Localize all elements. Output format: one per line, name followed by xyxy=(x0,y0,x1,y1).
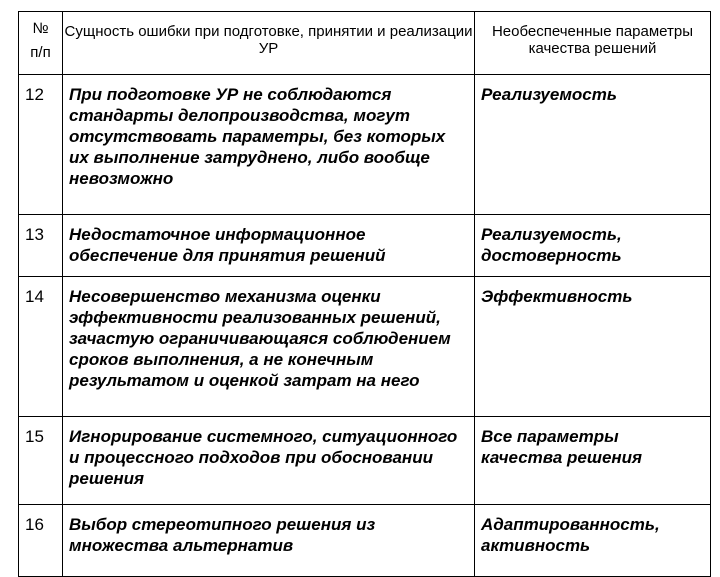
header-number-pp: п/п xyxy=(30,44,51,61)
row-description: Игнорирование системного, ситуационного и процессного подходов при обосновании решения xyxy=(63,417,475,505)
table-row xyxy=(19,277,711,417)
header-number-sign: № xyxy=(32,20,49,37)
row-number: 16 xyxy=(19,505,63,577)
header-description: Сущность ошибки при подготовке, принятии и реализации УР xyxy=(63,12,475,75)
row-description: Недостаточное информационное обеспечение для принятия решений xyxy=(63,215,475,277)
errors-table xyxy=(18,11,711,577)
table-row xyxy=(19,417,711,505)
row-parameters: Эффективность xyxy=(475,277,711,417)
row-description: Несовершенство механизма оценки эффективности реализованных решений, зачастую ограничивающаяся соблюдением сроков выполнения, а не конечным результатом и оценкой затрат на него xyxy=(63,277,475,417)
row-number: 14 xyxy=(19,277,63,417)
row-number: 12 xyxy=(19,75,63,215)
header-number xyxy=(19,12,63,75)
table-row xyxy=(19,215,711,277)
row-description: Выбор стереотипного решения из множества альтернатив xyxy=(63,505,475,577)
row-number: 13 xyxy=(19,215,63,277)
table-header-row xyxy=(19,12,711,75)
header-parameters: Необеспеченные параметры качества решений xyxy=(475,12,711,75)
row-parameters: Все параметры качества решения xyxy=(475,417,711,505)
table-row xyxy=(19,75,711,215)
row-parameters: Реализуемость, достоверность xyxy=(475,215,711,277)
row-parameters: Реализуемость xyxy=(475,75,711,215)
table-row xyxy=(19,505,711,577)
row-parameters: Адаптированность, активность xyxy=(475,505,711,577)
row-number: 15 xyxy=(19,417,63,505)
row-description: При подготовке УР не соблюдаются стандарты делопроизводства, могут отсутствовать параметры, без которых их выполнение затруднено, либо вообще невозможно xyxy=(63,75,475,215)
